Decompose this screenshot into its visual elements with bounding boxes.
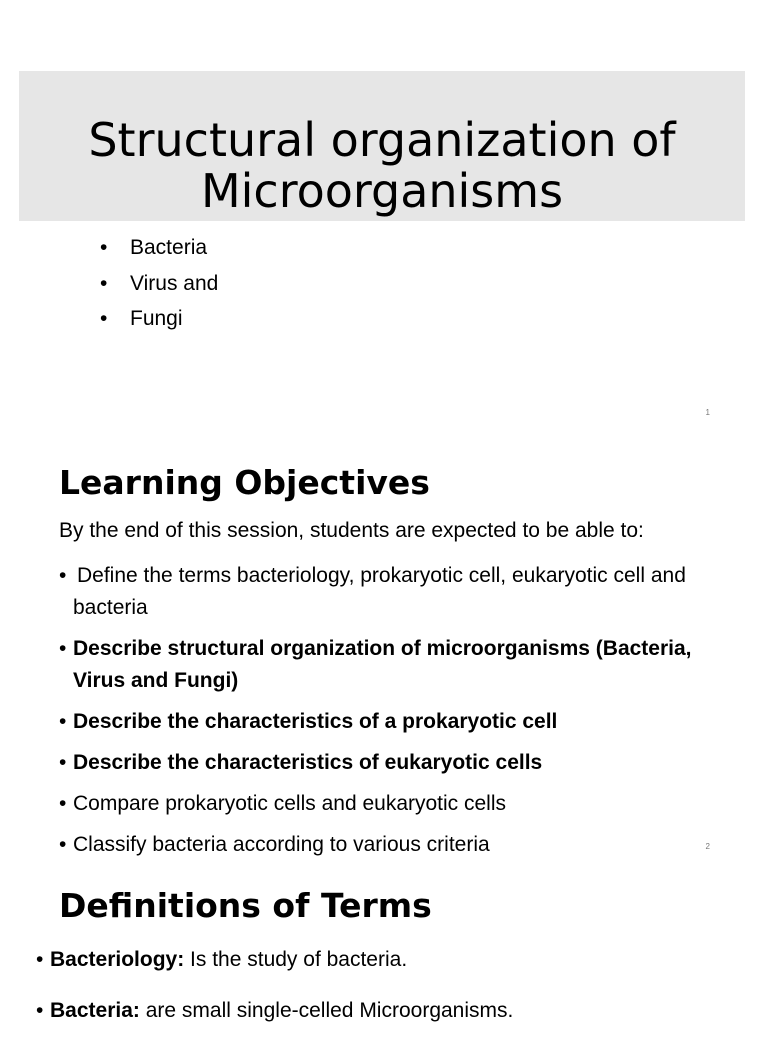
objective-item	[59, 560, 719, 624]
title-line-2: Microorganisms	[200, 164, 564, 218]
topic-item: • Fungi	[100, 301, 218, 337]
title-line-1: Structural organization of	[88, 113, 676, 167]
slide-1	[0, 0, 768, 430]
learning-objectives-heading: Learning Objectives	[59, 463, 430, 502]
topic-item: • Bacteria	[100, 230, 218, 266]
title-banner	[19, 71, 745, 221]
objective-text: Define the terms bacteriology, prokaryotic cell, eukaryotic cell and bacteria	[73, 564, 686, 619]
objectives-intro: By the end of this session, students are expected to be able to:	[59, 519, 644, 542]
definition-term: Bacteriology:	[50, 948, 185, 971]
definitions-list	[36, 946, 513, 1048]
definition-term: Bacteria:	[50, 999, 140, 1022]
slide-2	[0, 430, 768, 864]
definition-text: are small single-celled Microorganisms.	[139, 999, 514, 1022]
objectives-list	[59, 560, 719, 870]
objective-item	[59, 706, 719, 738]
objective-text: Describe the characteristics of a prokaryotic cell	[73, 710, 558, 733]
definitions-heading: Definitions of Terms	[59, 886, 432, 925]
objective-item	[59, 633, 719, 697]
topic-item: • Virus and	[100, 266, 218, 302]
objective-text: Compare prokaryotic cells and eukaryotic cells	[73, 792, 507, 815]
objective-text: Describe structural organization of microorganisms (Bacteria, Virus and Fungi)	[73, 637, 692, 692]
objective-item	[59, 829, 719, 861]
objective-text: Describe the characteristics of eukaryotic cells	[73, 751, 543, 774]
objective-text: Classify bacteria according to various criteria	[73, 833, 490, 856]
slide-title	[19, 115, 745, 217]
topic-list	[100, 230, 218, 337]
definition-item	[36, 946, 513, 974]
slide-3	[0, 864, 768, 1024]
page-number: 1	[705, 408, 710, 417]
page-number: 2	[705, 842, 710, 851]
definition-item	[36, 997, 513, 1025]
definition-text: Is the study of bacteria.	[184, 948, 408, 971]
objective-item	[59, 747, 719, 779]
objective-item	[59, 788, 719, 820]
